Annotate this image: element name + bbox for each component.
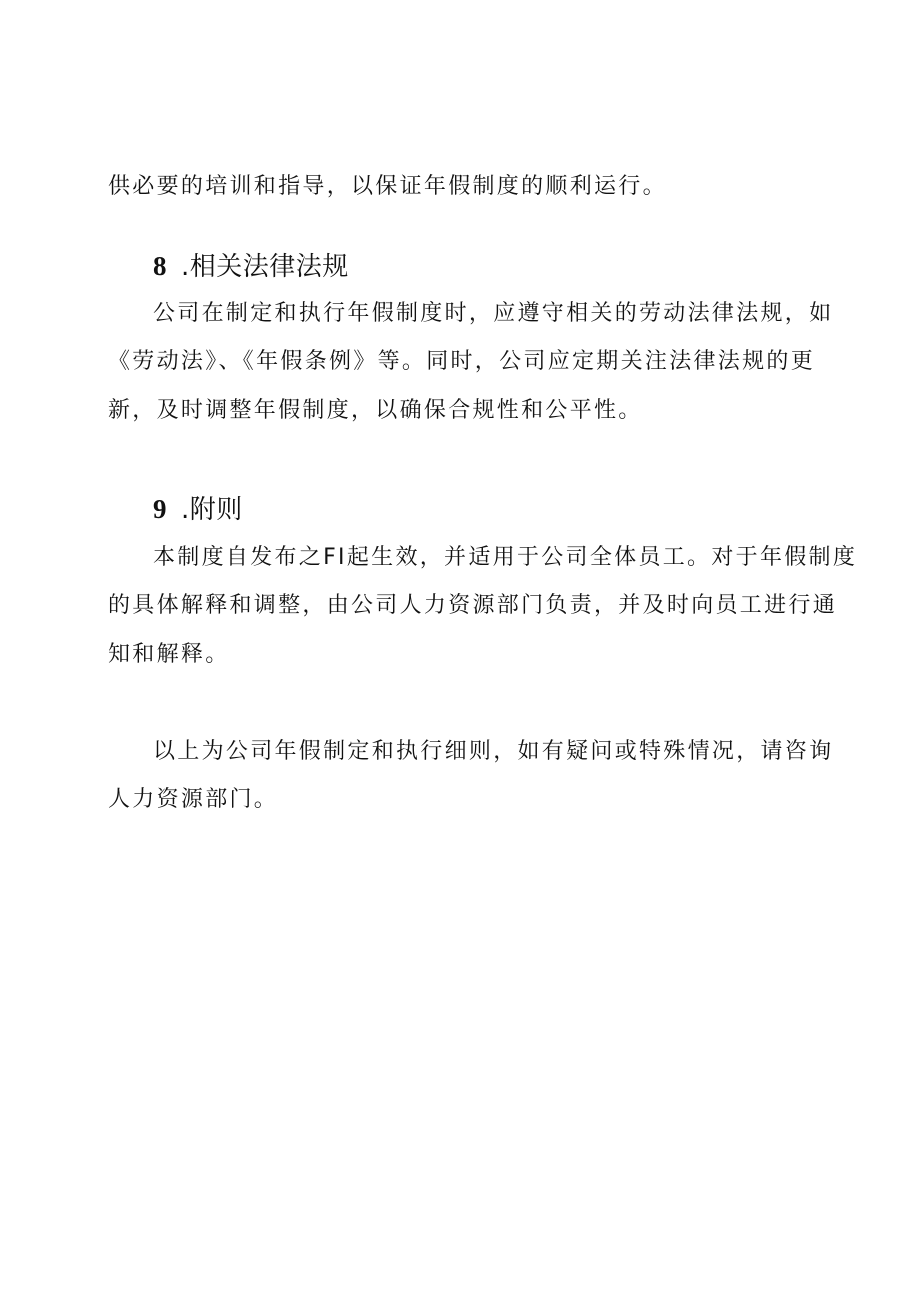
section-9-heading [153, 492, 243, 527]
closing-line-1: 以上为公司年假制定和执行细则，如有疑问或特殊情况，请咨询 [153, 739, 834, 764]
section-8-heading [153, 249, 349, 284]
section-8-line-2: 《劳动法》、《年假条例》等。同时，公司应定期关注法律法规的更 [108, 349, 816, 374]
closing-line-2: 人力资源部门。 [108, 787, 279, 812]
section-8-line-3: 新，及时调整年假制度，以确保合规性和公平性。 [108, 398, 643, 423]
section-9-line-2: 的具体解释和调整，由公司人力资源部门负责，并及时向员工进行通 [108, 593, 838, 618]
section-8-number: 8 [153, 251, 167, 281]
intro-line-1: 供必要的培训和指导，以保证年假制度的顺利运行。 [108, 174, 667, 199]
section-8-title: .相关法律法规 [181, 252, 349, 282]
section-9-line-1: 本制度自发布之FI起生效，并适用于公司全体员工。对于年假制度 [153, 545, 858, 570]
section-9-number: 9 [153, 494, 167, 524]
section-9-title: .附则 [181, 495, 243, 525]
section-8-line-1: 公司在制定和执行年假制度时，应遵守相关的劳动法律法规，如 [153, 301, 834, 326]
section-9-line-3: 知和解释。 [108, 642, 230, 667]
